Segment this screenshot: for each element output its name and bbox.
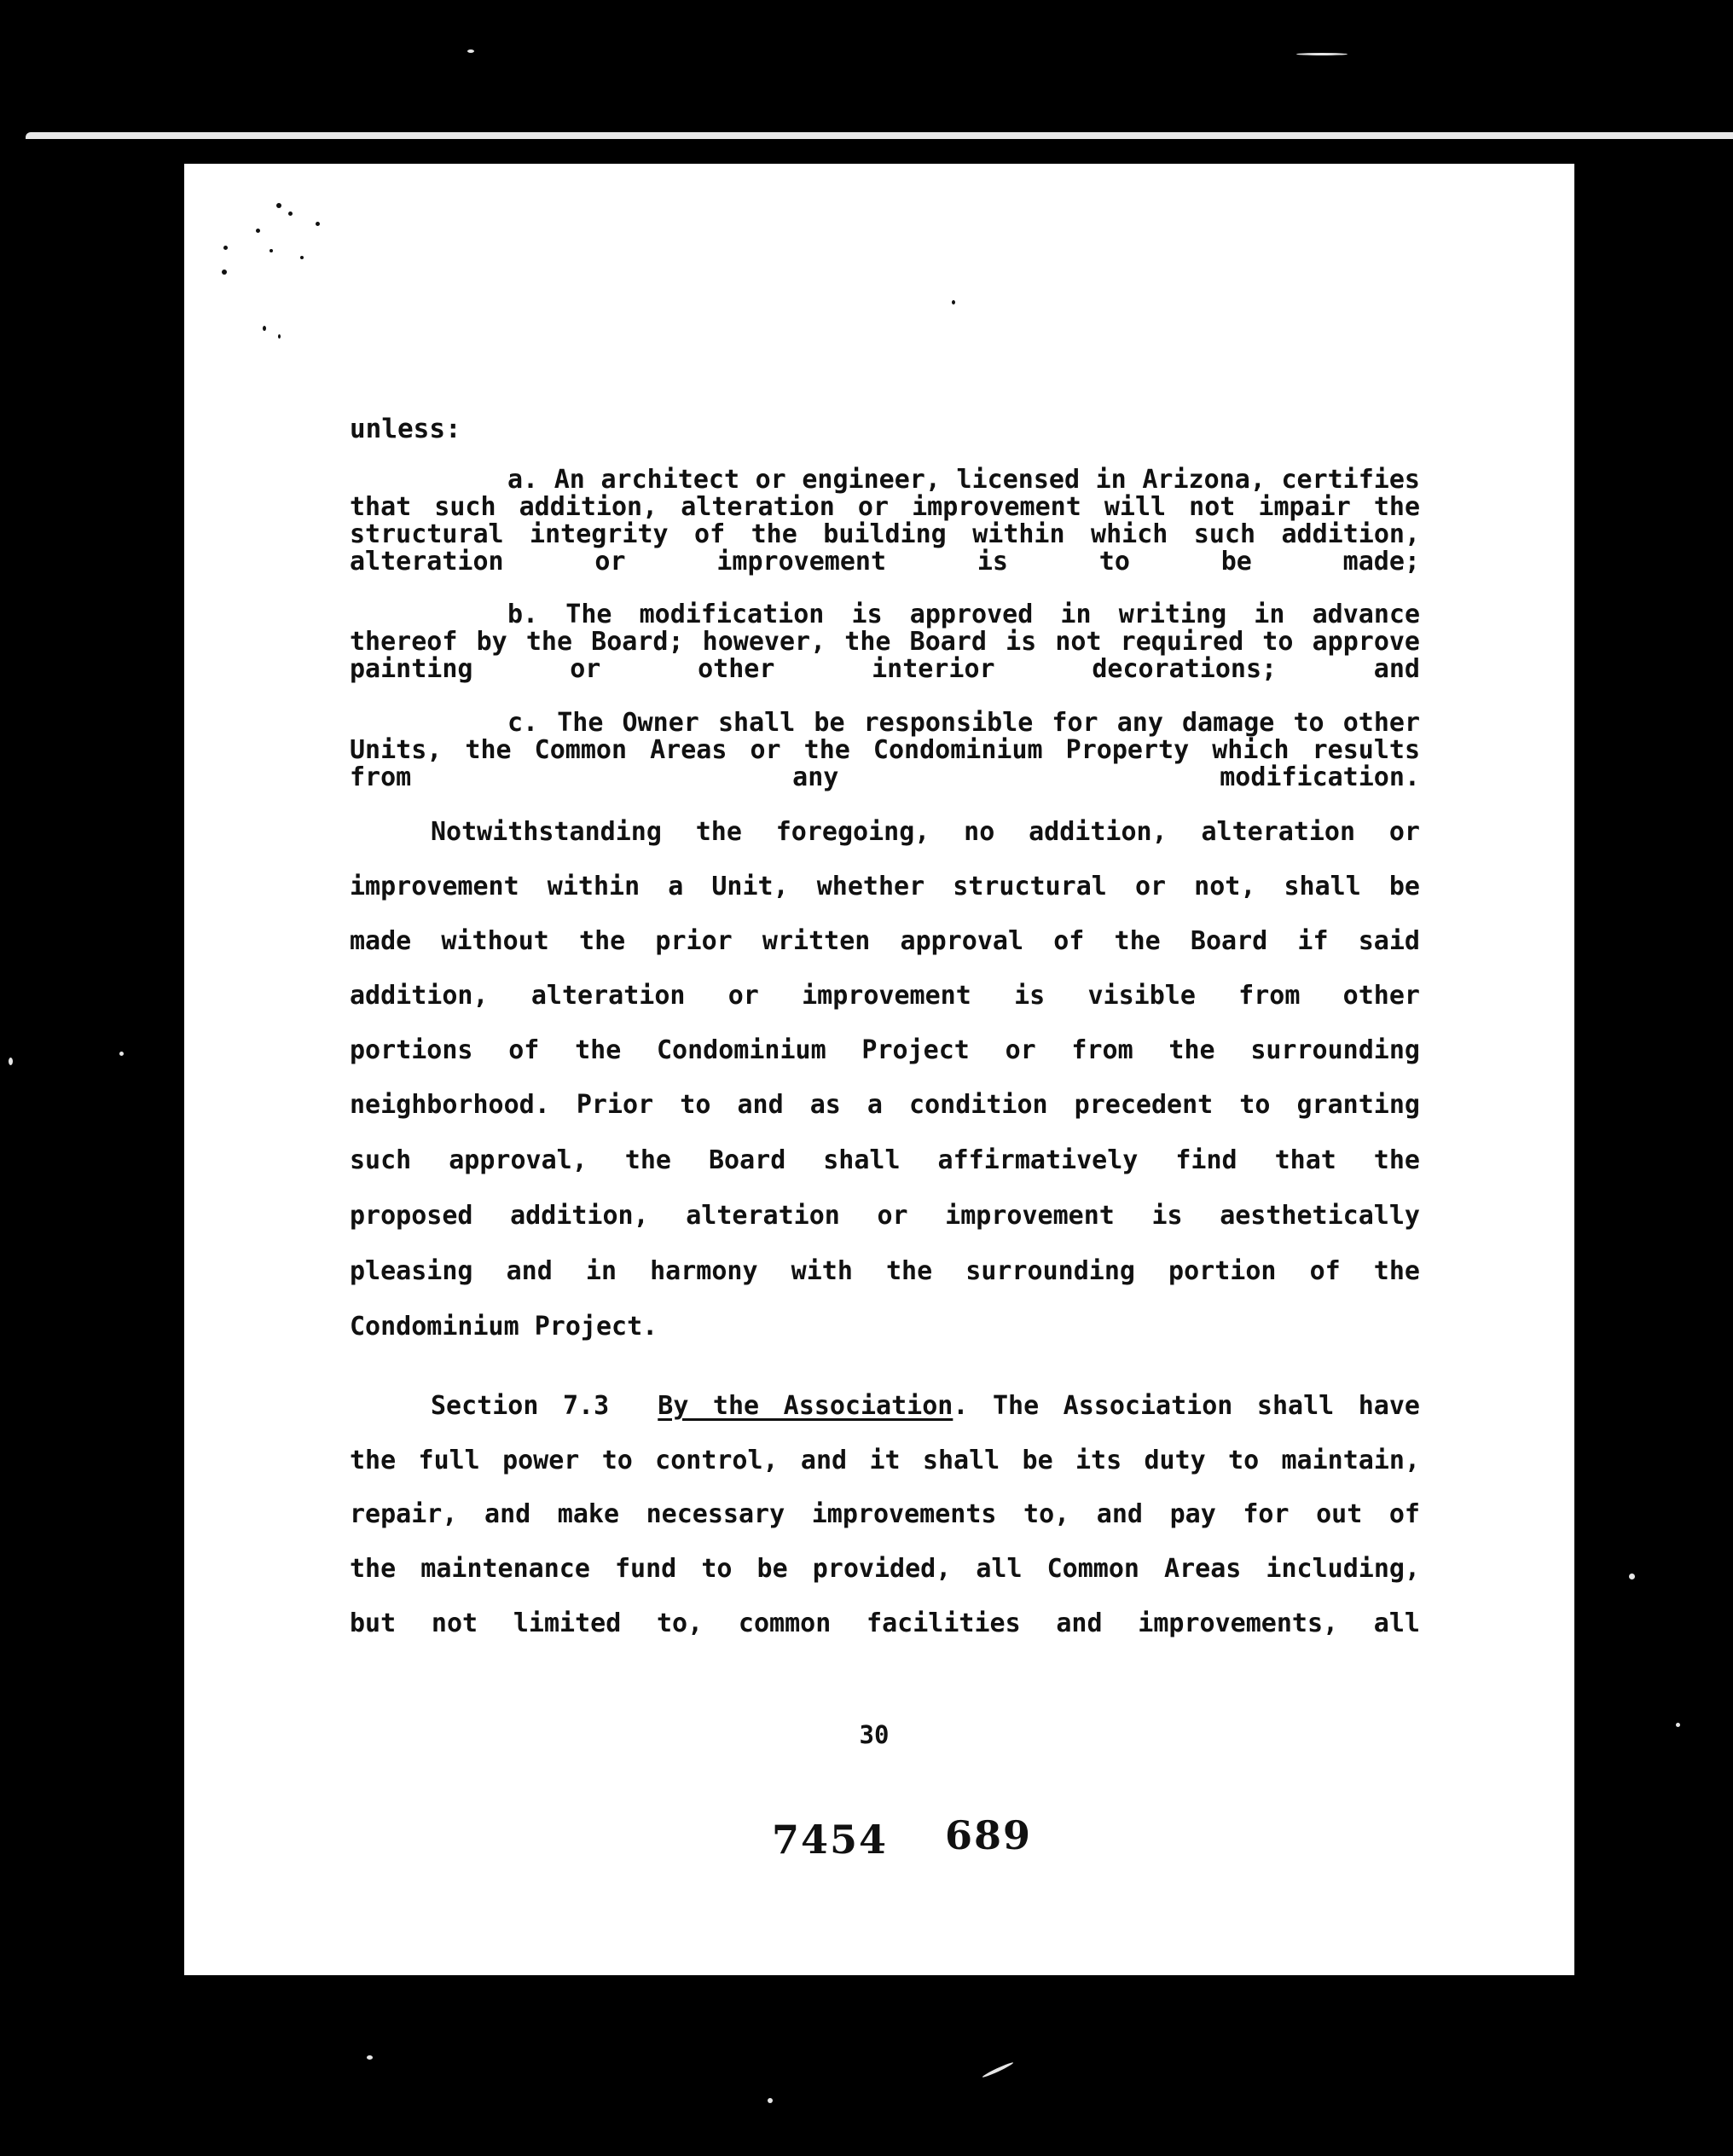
scan-speck [263, 326, 266, 331]
paper-top-edge [26, 132, 1733, 139]
page-number: 30 [859, 1720, 890, 1749]
section-first-line: . The Association shall have [953, 1391, 1420, 1421]
scan-speck [316, 222, 320, 226]
scan-speck [982, 2061, 1014, 2079]
intro-text: unless: [350, 414, 461, 444]
scan-speck [288, 212, 293, 216]
paragraph-line: made without the prior written approval of the Board if said [350, 926, 1420, 956]
scan-speck [467, 49, 474, 53]
scan-speck [278, 334, 281, 339]
scan-speck [256, 229, 260, 233]
scan-speck [270, 249, 273, 252]
item-text: The Owner shall be responsible for any damage to other Units, the Common Areas or the Condominium Property which results from any modification. [350, 708, 1421, 792]
paragraph-line: proposed addition, alteration or improvement is aesthetically [350, 1201, 1420, 1231]
section-line: repair, and make necessary improvements to, and pay for out of [350, 1499, 1420, 1529]
section-number: Section 7.3 [431, 1391, 610, 1421]
item-label: a. [507, 465, 539, 495]
item-label: c. [507, 708, 539, 738]
list-item-a [350, 467, 1420, 576]
paragraph-line: neighborhood. Prior to and as a condition precedent to granting [350, 1090, 1420, 1120]
paragraph-line: pleasing and in harmony with the surrounding portion of the [350, 1256, 1420, 1286]
section-line: the maintenance fund to be provided, all Common Areas including, [350, 1554, 1420, 1584]
scan-speck [300, 256, 304, 259]
section-line: but not limited to, common facilities and improvements, all [350, 1608, 1420, 1638]
scan-speck [1676, 1723, 1680, 1727]
section-line: the full power to control, and it shall be its duty to maintain, [350, 1446, 1420, 1475]
item-text: An architect or engineer, licensed in Arizona, certifies that such addition, alteration or improvement will not impair the structural integrity of the building within which such addition, alteration or improvement is to be made; [350, 465, 1420, 577]
scan-speck [223, 246, 228, 250]
recording-stamp-book: 7454 [772, 1817, 889, 1863]
item-label: b. [507, 600, 539, 629]
paragraph-line: improvement within a Unit, whether structural or not, shall be [350, 872, 1420, 901]
scan-speck [952, 300, 955, 304]
scan-speck [9, 1058, 13, 1065]
paragraph-line: addition, alteration or improvement is visible from other [350, 981, 1420, 1011]
scan-speck [367, 2055, 373, 2060]
section-title: By the Association [658, 1391, 953, 1421]
paragraph-line: Condominium Project. [350, 1312, 658, 1342]
paragraph-line: portions of the Condominium Project or from the surrounding [350, 1035, 1420, 1065]
scan-speck [119, 1052, 124, 1056]
scan-speck [1296, 53, 1348, 55]
scan-speck [222, 270, 227, 275]
item-text: The modification is approved in writing in advance thereof by the Board; however, the Board is not required to approve painting or other interior decorations; and [350, 600, 1420, 684]
list-item-c [350, 710, 1420, 791]
list-item-b [350, 601, 1420, 683]
scan-speck [276, 203, 281, 208]
paragraph-line: such approval, the Board shall affirmatively find that the [350, 1145, 1420, 1175]
paragraph-line: Notwithstanding the foregoing, no addition, alteration or [431, 817, 1420, 847]
scan-speck [768, 2098, 773, 2103]
recording-stamp-page: 689 [945, 1812, 1033, 1858]
scan-speck [1629, 1574, 1635, 1579]
section-heading-line [431, 1391, 1420, 1421]
